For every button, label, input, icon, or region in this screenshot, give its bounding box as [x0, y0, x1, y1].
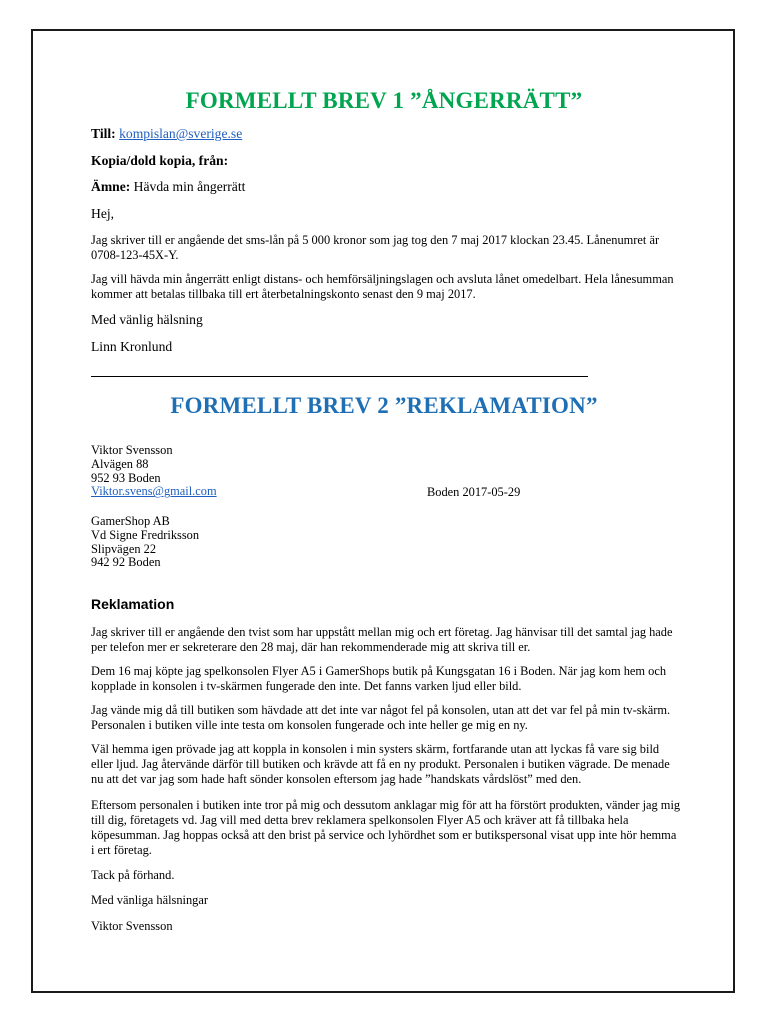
recipient-contact: Vd Signe Fredriksson [91, 527, 200, 542]
sender-street: Alvägen 88 [91, 456, 149, 471]
letter2-paragraph-5: Eftersom personalen i butiken inte tror på mig och dessutom anklagar mig för att ha förstört produkten, vänder jag mig till dig, företagets vd. Jag vill med detta brev reklamera spelkonsolen Flyer A5 och kräver att få tillbaka hela köpesumman. Jag hoppas också att den brist på service och lyhördhet som er butikspersonal visat upp inte hör hemma i ert företag. [91, 798, 681, 857]
subject-label: Ämne: [91, 179, 131, 194]
recipient-street: Slipvägen 22 [91, 541, 157, 556]
letter2-closing: Med vänliga hälsningar [91, 893, 208, 907]
letter2-paragraph-2: Dem 16 maj köpte jag spelkonsolen Flyer A5 i GamerShops butik på Kungsgatan 16 i Boden. När jag kom hem och kopplade in konsolen i tv-skärmen fungerade den inte. Det fanns varken ljud eller bild. [91, 664, 667, 693]
cc-line [91, 153, 228, 169]
to-label: Till: [91, 126, 116, 141]
cc-label: Kopia/dold kopia, från: [91, 153, 229, 168]
sender-address [91, 444, 217, 499]
letter2-heading: Reklamation [91, 596, 175, 612]
greeting: Hej, [91, 206, 115, 221]
place-date: Boden 2017-05-29 [427, 485, 521, 499]
sender-email-link[interactable]: Viktor.svens@gmail.com [91, 484, 217, 499]
letter1-paragraph-2: Jag vill hävda min ångerrätt enligt distans- och hemförsäljningslagen och avsluta lånet omedelbart. Hela lånesumman kommer att betalas tillbaka till ert återbetalningskonto senast den 9 maj 2017. [91, 272, 674, 301]
letter1-closing: Med vänlig hälsning [91, 312, 203, 327]
letter2-paragraph-3: Jag vände mig då till butiken som hävdade att det inte var något fel på konsolen, utan att det var fel på min tv-skärm. Personalen i butiken ville inte testa om konsolen fungerade och inte heller ge mig en ny. [91, 703, 671, 732]
to-line [91, 126, 242, 142]
letter2-thanks: Tack på förhand. [91, 868, 175, 882]
recipient-postal: 942 92 Boden [91, 555, 161, 570]
subject-text: Hävda min ångerrätt [133, 179, 246, 194]
letter1-signature: Linn Kronlund [91, 339, 173, 354]
recipient-company: GamerShop AB [91, 514, 170, 528]
subject-line [91, 179, 245, 195]
letter1-paragraph-1: Jag skriver till er angående det sms-lån på 5 000 kronor som jag tog den 7 maj 2017 klockan 23.45. Lånenumret är 0708-123-45X-Y. [91, 233, 660, 262]
letter2-paragraph-4: Väl hemma igen prövade jag att koppla in konsolen i min systers skärm, fortfarande utan att lyckas få vare sig bild eller ljud. Jag återvände därför till butiken och krävde att få en ny produkt. Personalen i butiken vägrade. De menade nu att det var jag som hade haft sönder konsolen eftersom jag hade ”handskats vårdslöst” med den. [91, 742, 670, 786]
recipient-address [91, 515, 199, 570]
sender-name: Viktor Svensson [91, 443, 173, 457]
letter2-signature: Viktor Svensson [91, 919, 173, 933]
letter2-paragraph-1: Jag skriver till er angående den tvist som har uppstått mellan mig och ert företag. Jag hänvisar till det samtal jag hade per telefon mer er sekreterare den 28 maj, där han rekommenderade mig att skriva till er. [91, 625, 673, 654]
to-email-link[interactable]: kompislan@sverige.se [119, 126, 243, 141]
sender-postal: 952 93 Boden [91, 470, 161, 485]
letter1-title: FORMELLT BREV 1 ”ÅNGERRÄTT” [185, 88, 583, 113]
letter2-title: FORMELLT BREV 2 ”REKLAMATION” [170, 393, 598, 418]
separator-line [91, 376, 588, 377]
